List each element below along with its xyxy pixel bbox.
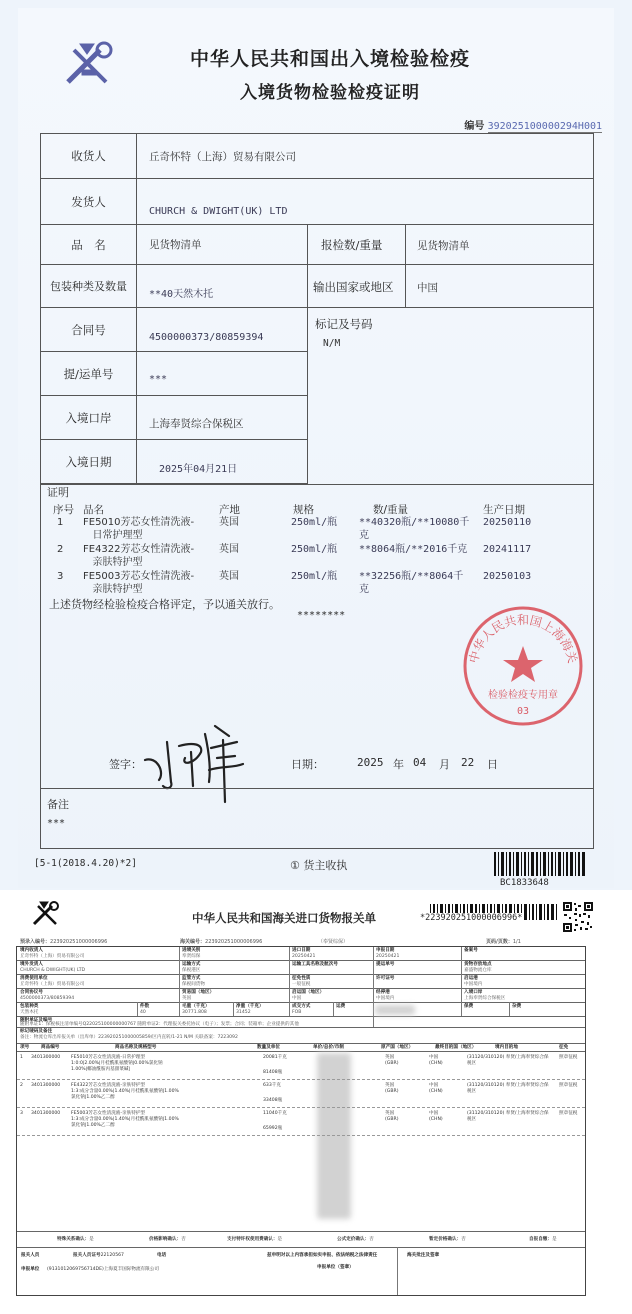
col-qty-header: 数/重量 bbox=[373, 504, 409, 516]
certificate-barcode-text: BC1833648 bbox=[500, 878, 549, 888]
remarks-label: 备注 bbox=[47, 798, 69, 811]
sign-day-unit: 日 bbox=[487, 758, 498, 771]
declaration-barcode-text: *223920251000006996* bbox=[420, 913, 523, 923]
transit-port-value: 中国境内 bbox=[376, 996, 395, 1001]
freight-label: 运费 bbox=[336, 1004, 346, 1009]
liability-statement: 兹申明对以上内容承担如实申报、依法纳税之法律责任 bbox=[267, 1253, 378, 1258]
certificate-number-label: 编号 bbox=[464, 121, 485, 132]
item-origin: 英国 bbox=[219, 544, 239, 555]
item-seq: 3 bbox=[57, 571, 64, 582]
item-date: 20241117 bbox=[483, 544, 532, 555]
entry-customs-value: 奉贤综保 bbox=[182, 954, 201, 959]
pieces-label: 件数 bbox=[140, 1004, 150, 1009]
signature-label: 签字： bbox=[109, 758, 142, 771]
packaging-label: 包装种类及数量 bbox=[41, 265, 137, 307]
royalty: 支付特许权使用费确认：是 bbox=[227, 1237, 283, 1242]
sign-month: 04 bbox=[413, 756, 427, 769]
divider bbox=[17, 974, 585, 975]
certificate-title-line2: 入境货物检验检疫证明 bbox=[240, 83, 420, 103]
marks-value: N/M bbox=[323, 338, 341, 349]
pack-label: 包装种类 bbox=[20, 1004, 39, 1009]
declare-date-label: 申报日期 bbox=[376, 948, 395, 953]
divider bbox=[509, 1002, 510, 1016]
origin-port-value: 中国境内 bbox=[464, 982, 483, 987]
customs-no: 海关编号：223920251000006996 bbox=[180, 939, 263, 945]
item-qty: **40320瓶/**10080千 克 bbox=[359, 517, 470, 541]
col-date-header: 生产日期 bbox=[483, 504, 525, 516]
sign-day: 22 bbox=[461, 756, 475, 769]
bill-value: *** bbox=[149, 374, 168, 385]
col-origin-header: 产地 bbox=[219, 504, 240, 516]
blurred-area bbox=[375, 1005, 415, 1015]
goods-col-levy: 征免 bbox=[559, 1045, 569, 1050]
declaring-unit-value: (9131012069756714DE)上海夏丰国际物流有限公司 bbox=[47, 1267, 159, 1272]
entry-customs-label: 进境关别 bbox=[182, 948, 201, 953]
goods-col-no: 项号 bbox=[20, 1045, 30, 1050]
consignee-value: 丘奇怀特（上海）贸易有限公司 bbox=[149, 150, 296, 163]
marks-label: 标记及号码 bbox=[315, 317, 373, 331]
divider bbox=[307, 265, 308, 308]
entry-port-label: 入境口岸 bbox=[464, 990, 483, 995]
contract-label: 合同号 bbox=[41, 308, 137, 351]
divider bbox=[307, 225, 308, 265]
divider bbox=[17, 1043, 585, 1044]
declare-date-value: 20250421 bbox=[376, 954, 400, 959]
levy-value: 一般征税 bbox=[292, 982, 311, 987]
bill-row bbox=[41, 352, 307, 396]
item-date: 20250110 bbox=[483, 517, 532, 528]
goods-col-price: 单价/总价/币制 bbox=[313, 1045, 344, 1050]
divider bbox=[373, 947, 374, 1027]
contract-label: 合同协议号 bbox=[20, 990, 43, 995]
port-value: 上海奉贤综合保税区 bbox=[149, 418, 244, 430]
goods-place-value: 嘉盛物流仓库 bbox=[464, 968, 492, 973]
trade-country-label: 贸易国（地区） bbox=[182, 990, 215, 995]
provisional-price: 暂定价格确认：否 bbox=[429, 1237, 466, 1242]
entry-date-value: 2025年04月21日 bbox=[159, 464, 238, 475]
origin-country-label: 输出国家或地区 bbox=[313, 280, 394, 294]
divider bbox=[17, 1002, 585, 1003]
declaration-title: 中华人民共和国海关进口货物报关单 bbox=[192, 911, 376, 925]
insurance-label: 保费 bbox=[464, 1004, 474, 1009]
customs-office: （奉贤综保） bbox=[318, 939, 349, 945]
phone-label: 电话 bbox=[157, 1253, 167, 1258]
certificate-barcode bbox=[494, 852, 586, 876]
goods-col-name: 商品名称及规格型号 bbox=[115, 1045, 157, 1050]
evidence-conclusion: 上述货物经检验检疫合格评定，予以通关放行。 bbox=[49, 598, 280, 611]
contract-row bbox=[41, 308, 307, 352]
divider bbox=[17, 1107, 585, 1108]
consignor-label: 发货人 bbox=[41, 179, 137, 224]
declaring-unit-label: 申报单位 bbox=[21, 1267, 40, 1272]
divider bbox=[17, 1135, 585, 1136]
divider bbox=[233, 1002, 234, 1016]
origin-port-label: 启运港 bbox=[464, 976, 478, 981]
pre-entry-no: 预录入编号：223920251000006996 bbox=[20, 939, 108, 945]
divider bbox=[41, 484, 593, 485]
col-spec-header: 规格 bbox=[293, 504, 314, 516]
record-no-label: 备案号 bbox=[464, 948, 478, 953]
divider bbox=[405, 265, 406, 308]
certificate-title-line1: 中华人民共和国出入境检验检疫 bbox=[189, 48, 470, 70]
declarant-label: 报关人员 bbox=[21, 1253, 40, 1258]
qr-code bbox=[563, 902, 593, 932]
copy-note: ① 货主收执 bbox=[290, 859, 348, 872]
levy-label: 征免性质 bbox=[292, 976, 311, 981]
customs-declaration bbox=[0, 890, 632, 1314]
certificate-number bbox=[464, 117, 602, 132]
consignor-row bbox=[41, 179, 593, 225]
depart-country-label: 启运国（地区） bbox=[292, 990, 325, 995]
official-seal-stamp bbox=[459, 604, 587, 728]
divider bbox=[137, 1002, 138, 1016]
docs-value: 随附单证1：保税核注清单编号Q22025100000000767 随附单证2：代理报关委托协议（电子）；发票；合同；装箱单；企业提供的其他 bbox=[20, 1022, 299, 1027]
evidence-stars: ******** bbox=[297, 610, 346, 621]
license-label: 许可证号 bbox=[376, 976, 395, 981]
item-spec: 250ml/瓶 bbox=[291, 544, 338, 555]
divider bbox=[461, 947, 462, 1016]
col-seq-header: 序号 bbox=[53, 504, 74, 516]
depart-country-value: 中国 bbox=[292, 996, 302, 1001]
goods-place-label: 货物存放地点 bbox=[464, 962, 492, 967]
consignee-label: 境内收货人 bbox=[20, 948, 43, 953]
formula-price: 公式定价确认：否 bbox=[337, 1237, 374, 1242]
goods-col-origin: 原产国（地区） bbox=[381, 1045, 414, 1050]
customs-emblem-icon bbox=[30, 900, 60, 928]
goods-col-qty: 数量及单位 bbox=[257, 1045, 280, 1050]
consignor-value: CHURCH & DWIGHT(UK) LTD bbox=[149, 205, 288, 217]
entry-date-label: 入境日期 bbox=[41, 440, 137, 483]
divider bbox=[17, 960, 585, 961]
seal-sub-text: 检验检疫专用章 bbox=[488, 690, 558, 701]
bill-label: 提运单号 bbox=[376, 962, 395, 967]
consumer-label: 消费使用单位 bbox=[20, 976, 48, 981]
divider bbox=[333, 1002, 334, 1016]
supervision-value: 保税间货物 bbox=[182, 982, 205, 987]
page-count: 页码/页数：1/1 bbox=[486, 939, 521, 945]
consumer-value: 丘奇怀特（上海）贸易有限公司 bbox=[20, 982, 85, 987]
supervision-label: 监管方式 bbox=[182, 976, 201, 981]
declaring-unit-sign-label: 申报单位（签章） bbox=[317, 1265, 354, 1270]
consignee-row bbox=[41, 134, 593, 179]
form-code: [5-1(2018.4.20)*2] bbox=[34, 858, 137, 869]
col-name-header: 品名 bbox=[83, 504, 104, 516]
deal-value: FOB bbox=[292, 1010, 302, 1015]
import-date-value: 20250421 bbox=[292, 954, 316, 959]
transit-port-label: 经停港 bbox=[376, 990, 390, 995]
goods-row bbox=[41, 225, 593, 265]
handwritten-signature bbox=[137, 712, 252, 812]
import-date-label: 进口日期 bbox=[292, 948, 311, 953]
goods-col-dest: 最终目的国（地区） bbox=[435, 1045, 477, 1050]
sign-year-unit: 年 bbox=[393, 758, 404, 771]
deal-label: 成交方式 bbox=[292, 1004, 311, 1009]
item-origin: 英国 bbox=[219, 517, 239, 528]
transport-value: 保税港区 bbox=[182, 968, 201, 973]
certificate-number-value: 392025100000294H001 bbox=[487, 121, 602, 132]
consignee-value: 丘奇怀特（上海）贸易有限公司 bbox=[20, 954, 85, 959]
foreign-shipper-value: CHURCH & DWIGHT(UK) LTD bbox=[20, 968, 86, 973]
item-qty: **8064瓶/**2016千克 bbox=[359, 544, 468, 555]
certificate-table bbox=[40, 133, 594, 849]
evidence-title: 证明 bbox=[47, 486, 69, 499]
divider bbox=[17, 1247, 585, 1248]
sign-month-unit: 月 bbox=[439, 758, 450, 771]
net-label: 净重（千克） bbox=[236, 1004, 264, 1009]
contract-value: 4500000373/80859394 bbox=[20, 996, 75, 1001]
gross-value: 30771.808 bbox=[182, 1010, 207, 1015]
goods-col-code: 商品编号 bbox=[41, 1045, 60, 1050]
customs-emblem-icon bbox=[60, 40, 116, 90]
price-impact: 价格影响确认：否 bbox=[149, 1237, 186, 1242]
goods-col-place: 境内目的地 bbox=[495, 1045, 518, 1050]
packaging-row bbox=[41, 265, 593, 308]
qty-weight-value: 见货物清单 bbox=[417, 240, 470, 252]
seal-number: 03 bbox=[516, 706, 530, 717]
remarks-value: *** bbox=[47, 818, 66, 829]
contract-value: 4500000373/80859394 bbox=[149, 332, 264, 343]
sign-year: 2025 bbox=[357, 756, 384, 769]
item-date: 20250103 bbox=[483, 571, 532, 582]
divider bbox=[289, 947, 290, 1016]
origin-country-value: 中国 bbox=[417, 282, 438, 294]
port-label: 入境口岸 bbox=[41, 396, 137, 439]
item-origin: 英国 bbox=[219, 571, 239, 582]
item-spec: 250ml/瓶 bbox=[291, 517, 338, 528]
self-pay: 自报自缴：是 bbox=[529, 1237, 557, 1242]
foreign-shipper-label: 境外发货人 bbox=[20, 962, 43, 967]
qty-weight-label: 报检数/重量 bbox=[321, 238, 383, 252]
item-name: FE5003芳芯女性清洗液- 亲肤特护型 bbox=[83, 571, 195, 595]
transport-label: 运输方式 bbox=[182, 962, 201, 967]
misc-label: 杂费 bbox=[512, 1004, 522, 1009]
goods-label: 品 名 bbox=[41, 225, 137, 264]
marks-value: 备注：物流仓库出库报关单（出库单）223920251000005859/区内直转/1-21 N/M 关联备案：7223092 bbox=[20, 1035, 238, 1040]
date-label: 日期： bbox=[291, 758, 324, 771]
packaging-value: **40天然木托 bbox=[149, 288, 214, 300]
divider bbox=[17, 988, 585, 989]
docs-label: 随附单证及编号 bbox=[20, 1018, 53, 1023]
special-relation: 特殊关系确认：是 bbox=[57, 1237, 94, 1242]
item-name: FE4322芳芯女性清洗液- 亲肤特护型 bbox=[83, 544, 195, 568]
divider bbox=[179, 947, 180, 1016]
goods-value: 见货物清单 bbox=[149, 239, 202, 251]
pack-value: 天然木托 bbox=[20, 1010, 39, 1015]
seal-text: 中华人民共和国上海海关 bbox=[466, 613, 580, 665]
entry-port-value: 上海奉贤综合保税区 bbox=[464, 996, 506, 1001]
consignee-label: 收货人 bbox=[41, 134, 137, 178]
divider bbox=[405, 225, 406, 265]
declaration-table: 境内收货人 丘奇怀特（上海）贸易有限公司 进境关别 奉贤综保 进口日期 20250421 申报日期 20250421 备案号 境外发货人 CHURCH & DWIGHT(UK) LTD 运输方式 保税港区 运输工具名称及航次号 提运单号 货物存放地点 嘉盛物流仓库 消费使用单位 丘奇怀特（上海）贸易有限公司 监管方式 保税间货物 征免性质 一般征税 许可证号 启运港 中国境内 合同协议号 4500000373/80859394 贸易国（地区） 英国 启运国（地区） 中国 经停港 中国境内 入境口岸 上海奉贤综合保税区 包装种类 天然木托 件数 40 毛重（千克） 30771.808 净重（千克） 31452 成交方式 FOB 运费 保费 杂费 随附单证及编号 随附单证1：保税核注清单编号Q22025100000000767 随附单证2：代理报关委托协议（电子）；发票；合同；装箱单；企业提供的其他 标记唛码及备注 备注：物流仓库出库报关单（出库单）223920251000005859/区内直转/1-21 N/M 关联备案：7223092 项号 商品编号 商品名称及规格型号 数量及单位 单价/总价/币制 原产国（地区） 最终目的国（地区） 境内目的地 征免 1 3401300000 FE5010芳芯女性清洗液-日常护理型 1:0:0|2.00%|月桂酰肌氨酸钠|0.00%氯化钠 1.00%|椰油酰胺丙基甜菜碱| 20081千克 81408瓶 英国 (GBR) 中国 (CHN) (31120/310120) 奉贤/上海奉贤综合保税区 照章征税 2 3401300000 FE4322芳芯女性清洗液-亲肤特护型 1:3:成分含量0.00%|1.40%|月桂酰肌氨酸钠|1.00% 氯化钠|1.00%乙二醇 633千克 33408瓶 英国 (GBR) 中国 (CHN) (31120/310120) 奉贤/上海奉贤综合保税区 照章征税 3 3401300000 FE5003芳芯女性清洗液-亲肤特护型 1:3:成分含量0.00%|1.40%|月桂酰肌氨酸钠|1.00% 氯化钠|1.00%乙二醇 11040千克 65992瓶 英国 (GBR) 中国 (CHN) (31120/310120) 奉贤/上海奉贤综合保税区 照章征税 特殊关系确认：是 价格影响确认：否 支付特许权使用费确认：是 公式定价确认：否 暂定价格确认：否 自报自缴：是 报关人员 报关人员证号22120567 电话 兹申明对以上内容承担如实申报、依法纳税之法律责任 海关批注及签章 申报单位 (9131012069756714DE)上海夏丰国际物流有限公司 申报单位（签章） bbox=[16, 946, 586, 1296]
item-qty: **32256瓶/**8064千 克 bbox=[359, 571, 464, 595]
item-seq: 1 bbox=[57, 517, 64, 528]
divider bbox=[17, 1231, 585, 1232]
item-name: FE5010芳芯女性清洗液- 日常护理型 bbox=[83, 517, 195, 541]
bill-label: 提/运单号 bbox=[41, 352, 137, 395]
entry-date-row bbox=[41, 440, 307, 484]
marks-label: 标记唛码及备注 bbox=[20, 1029, 53, 1034]
customs-annotation-label: 海关批注及签章 bbox=[407, 1253, 440, 1258]
divider bbox=[17, 1079, 585, 1080]
divider bbox=[41, 788, 593, 789]
item-seq: 2 bbox=[57, 544, 64, 555]
divider bbox=[307, 308, 308, 484]
declarant-no: 报关人员证号22120567 bbox=[73, 1253, 124, 1258]
vehicle-label: 运输工具名称及航次号 bbox=[292, 962, 338, 967]
trade-country-value: 英国 bbox=[182, 996, 192, 1001]
item-spec: 250ml/瓶 bbox=[291, 571, 338, 582]
pieces-value: 40 bbox=[140, 1010, 146, 1015]
gross-label: 毛重（千克） bbox=[182, 1004, 210, 1009]
divider bbox=[17, 1016, 585, 1017]
blurred-area bbox=[317, 1053, 351, 1219]
net-value: 31452 bbox=[236, 1010, 251, 1015]
divider bbox=[397, 1247, 398, 1295]
divider bbox=[17, 1051, 585, 1052]
port-row bbox=[41, 396, 307, 440]
